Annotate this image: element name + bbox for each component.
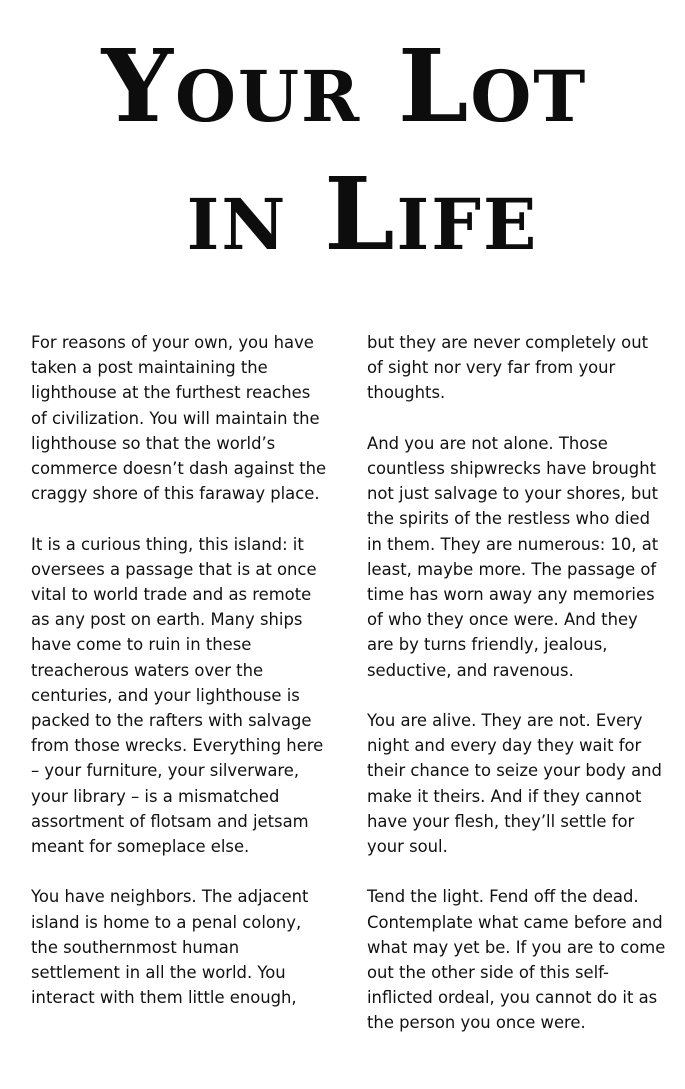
right-column (367, 330, 667, 1061)
paragraph: And you are not alone. Those countless shipwrecks have brought not just salvage to your shores, but the spirits of the restless who died in them. They are numerous: 10, at least, maybe more. The passage of time has worn away any memories of who they once were. And they are by turns friendly, jealous, seductive, and ravenous. (367, 433, 659, 680)
left-column (31, 330, 331, 1036)
paragraph: but they are never completely out of sight nor very far from your thoughts. (367, 333, 649, 403)
paragraph: You are alive. They are not. Every night and every day they wait for their chance to seize your body and make it theirs. And if they cannot have your flesh, they’ll settle for your soul. (367, 711, 662, 857)
paragraph: It is a curious thing, this island: it oversees a passage that is at once vital to world trade and as remote as any post on earth. Many ships have come to ruin in these treacherous waters over the centuries, and your lighthouse is packed to the rafters with salvage from those wrecks. Everything here – your furniture, your silverware, your library – is a mismatched assortment of flotsam and jetsam meant for someplace else. (31, 534, 324, 857)
paragraph: For reasons of your own, you have taken a post maintaining the lighthouse at the furthest reaches of civilization. You will maintain the lighthouse so that the world’s commerce doesn’t dash against the craggy shore of this faraway place. (31, 333, 327, 504)
page-title (0, 22, 685, 278)
title-line-2: in Life (186, 155, 539, 273)
title-line-1: Your Lot (101, 27, 588, 145)
paragraph: Tend the light. Fend off the dead. Contemplate what came before and what may yet be. If you are to come out the other side of this self-inflicted ordeal, you cannot do it as the person you once were. (367, 887, 666, 1033)
paragraph: You have neighbors. The adjacent island is home to a penal colony, the southernmost human settlement in all the world. You interact with them little enough, (31, 887, 309, 1008)
